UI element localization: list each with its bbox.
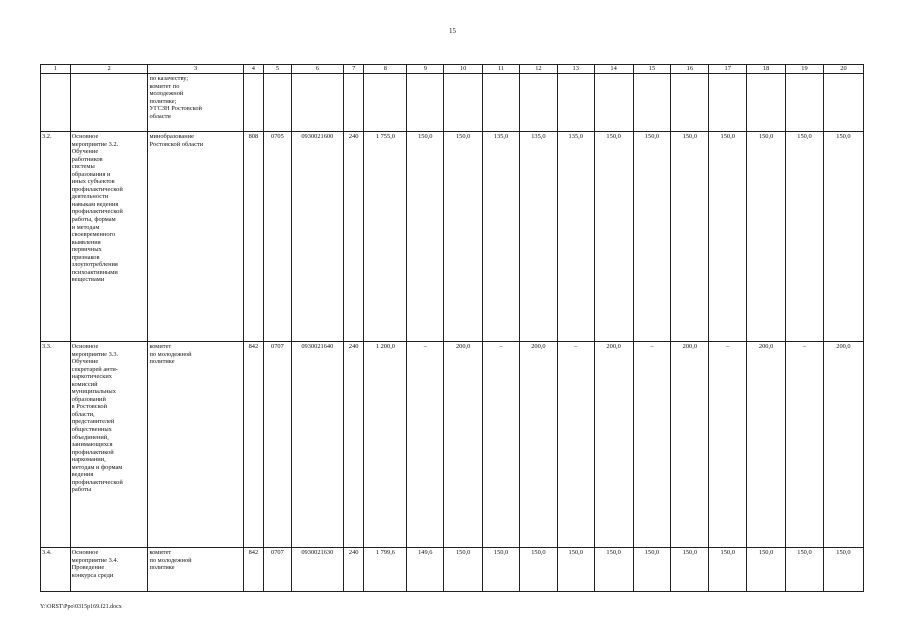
value-cell xyxy=(671,74,709,132)
program-table-wrapper xyxy=(40,64,864,592)
value-cell: 1 755,0 xyxy=(364,132,407,342)
value-cell: 0930021630 xyxy=(291,548,343,592)
value-cell: 842 xyxy=(243,548,263,592)
value-cell xyxy=(709,74,747,132)
value-cell: 150,0 xyxy=(633,132,671,342)
value-cell: – xyxy=(407,342,444,548)
value-cell xyxy=(823,74,863,132)
value-cell xyxy=(786,74,824,132)
table-row xyxy=(41,342,864,548)
value-cell: 150,0 xyxy=(786,548,824,592)
column-number-6: 6 xyxy=(291,65,343,74)
value-cell xyxy=(243,74,263,132)
value-cell: 150,0 xyxy=(709,548,747,592)
executor-cell: комитет по молодежной политике xyxy=(148,342,243,548)
row-number-cell: 3.4. xyxy=(41,548,71,592)
column-number-3: 3 xyxy=(148,65,243,74)
value-cell: 150,0 xyxy=(483,548,520,592)
value-cell: 0705 xyxy=(264,132,292,342)
value-cell: – xyxy=(633,342,671,548)
file-path-footer: Y:\ORST\Ppo\0315p169.f21.docx xyxy=(40,604,122,610)
value-cell: 150,0 xyxy=(594,132,633,342)
column-number-10: 10 xyxy=(444,65,483,74)
column-number-13: 13 xyxy=(557,65,594,74)
value-cell: – xyxy=(786,342,824,548)
value-cell xyxy=(557,74,594,132)
column-number-4: 4 xyxy=(243,65,263,74)
value-cell: 1 799,6 xyxy=(364,548,407,592)
column-number-11: 11 xyxy=(483,65,520,74)
value-cell: 135,0 xyxy=(557,132,594,342)
table-body xyxy=(41,74,864,592)
value-cell: 240 xyxy=(343,132,363,342)
value-cell xyxy=(483,74,520,132)
column-number-7: 7 xyxy=(343,65,363,74)
column-number-20: 20 xyxy=(823,65,863,74)
value-cell: 0707 xyxy=(264,342,292,548)
value-cell: 200,0 xyxy=(671,342,709,548)
column-number-row xyxy=(41,65,864,74)
value-cell: 0930021640 xyxy=(291,342,343,548)
value-cell: 0930021600 xyxy=(291,132,343,342)
column-number-5: 5 xyxy=(264,65,292,74)
value-cell: 150,0 xyxy=(594,548,633,592)
row-number-cell: 3.2. xyxy=(41,132,71,342)
activity-name-cell xyxy=(70,74,148,132)
value-cell: 240 xyxy=(343,548,363,592)
activity-name-cell: Основное мероприятие 3.2. Обучение работников системы образования и иных субъектов профилактической деятельности навыкам ведения профилактической работы, формам и методам своевременного выявления первичных признаков злоупотребления психоактивными веществами xyxy=(70,132,148,342)
value-cell: 1 200,0 xyxy=(364,342,407,548)
value-cell: 150,0 xyxy=(671,132,709,342)
column-number-16: 16 xyxy=(671,65,709,74)
executor-cell: по казачеству; комитет по молодежной политике; УГСЗН Ростовской области xyxy=(148,74,243,132)
column-number-12: 12 xyxy=(519,65,557,74)
activity-name-cell: Основное мероприятие 3.4. Проведение конкурса среди xyxy=(70,548,148,592)
page-number: 15 xyxy=(449,27,456,35)
executor-cell: комитет по молодежной политике xyxy=(148,548,243,592)
value-cell: 150,0 xyxy=(709,132,747,342)
value-cell: 240 xyxy=(343,342,363,548)
value-cell: 200,0 xyxy=(594,342,633,548)
row-number-cell xyxy=(41,74,71,132)
value-cell: 150,0 xyxy=(747,548,786,592)
value-cell: 135,0 xyxy=(519,132,557,342)
value-cell: 150,0 xyxy=(444,132,483,342)
value-cell: – xyxy=(557,342,594,548)
value-cell xyxy=(407,74,444,132)
value-cell: 150,0 xyxy=(823,132,863,342)
value-cell: 150,0 xyxy=(557,548,594,592)
value-cell: 150,0 xyxy=(823,548,863,592)
value-cell: 0707 xyxy=(264,548,292,592)
value-cell: 135,0 xyxy=(483,132,520,342)
value-cell xyxy=(444,74,483,132)
value-cell: 150,0 xyxy=(519,548,557,592)
value-cell xyxy=(747,74,786,132)
value-cell: – xyxy=(709,342,747,548)
value-cell xyxy=(364,74,407,132)
value-cell xyxy=(594,74,633,132)
value-cell: 150,0 xyxy=(407,132,444,342)
value-cell: 200,0 xyxy=(519,342,557,548)
table-row xyxy=(41,74,864,132)
value-cell: – xyxy=(483,342,520,548)
value-cell xyxy=(519,74,557,132)
column-number-8: 8 xyxy=(364,65,407,74)
column-number-18: 18 xyxy=(747,65,786,74)
value-cell: 808 xyxy=(243,132,263,342)
column-number-1: 1 xyxy=(41,65,71,74)
column-number-15: 15 xyxy=(633,65,671,74)
value-cell: 150,0 xyxy=(671,548,709,592)
table-row xyxy=(41,132,864,342)
value-cell: 150,0 xyxy=(747,132,786,342)
value-cell: 149,6 xyxy=(407,548,444,592)
value-cell: 842 xyxy=(243,342,263,548)
activity-name-cell: Основное мероприятие 3.3. Обучение секретарей анти- наркотических комиссий муниципальных образований в Ростовской области, представителей общественных объединений, занимающихся профилактикой наркомании, методам и формам ведения профилактической работы xyxy=(70,342,148,548)
value-cell: 150,0 xyxy=(444,548,483,592)
value-cell xyxy=(633,74,671,132)
value-cell xyxy=(343,74,363,132)
value-cell xyxy=(264,74,292,132)
column-number-17: 17 xyxy=(709,65,747,74)
value-cell: 150,0 xyxy=(633,548,671,592)
value-cell xyxy=(291,74,343,132)
value-cell: 150,0 xyxy=(786,132,824,342)
table-row xyxy=(41,548,864,592)
value-cell: 200,0 xyxy=(747,342,786,548)
column-number-14: 14 xyxy=(594,65,633,74)
program-table xyxy=(40,64,864,592)
row-number-cell: 3.3. xyxy=(41,342,71,548)
column-number-9: 9 xyxy=(407,65,444,74)
column-number-2: 2 xyxy=(70,65,148,74)
executor-cell: минобразование Ростовской области xyxy=(148,132,243,342)
column-number-19: 19 xyxy=(786,65,824,74)
value-cell: 200,0 xyxy=(444,342,483,548)
value-cell: 200,0 xyxy=(823,342,863,548)
